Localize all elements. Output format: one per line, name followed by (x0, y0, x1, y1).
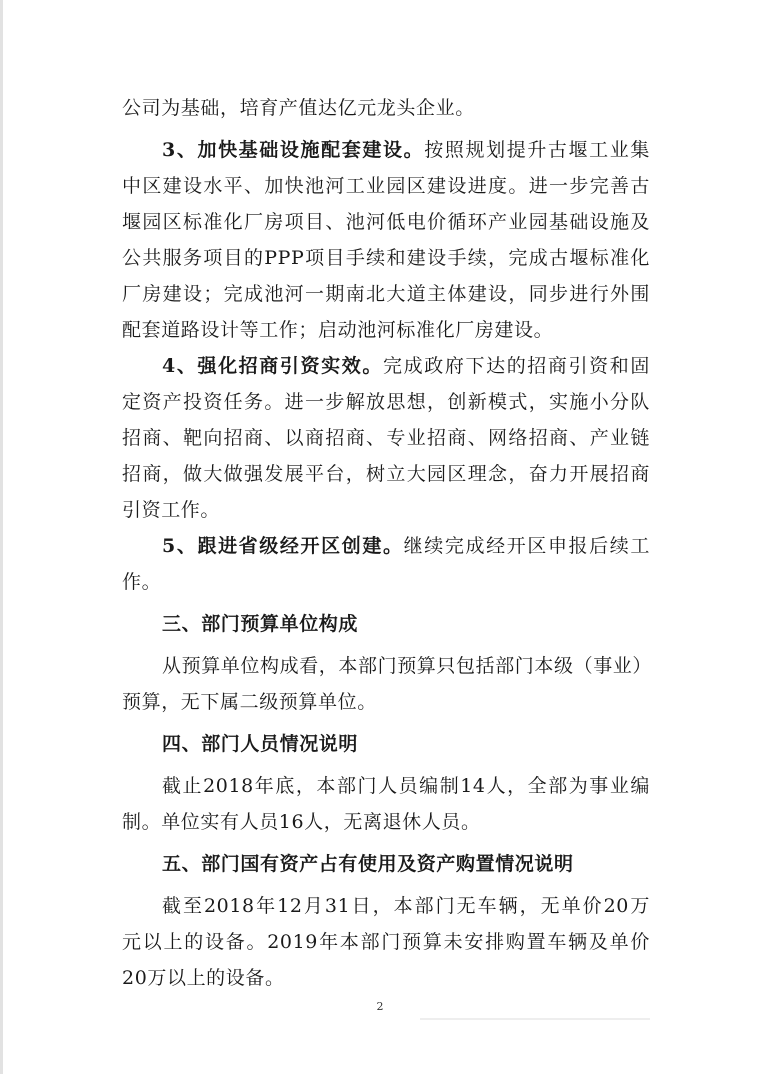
paragraph-line: 公共服务项目的PPP项目手续和建设手续，完成古堰标准化 (122, 247, 650, 269)
paragraph-line: 中区建设水平、加快池河工业园区建设进度。进一步完善古 (122, 175, 650, 197)
paragraph-line: 3、加快基础设施配套建设。按照规划提升古堰工业集 (162, 139, 650, 161)
section-heading: 三、部门预算单位构成 (162, 613, 359, 635)
item-heading: 3、加快基础设施配套建设。 (162, 139, 425, 161)
paragraph-line: 厂房建设；完成池河一期南北大道主体建设，同步进行外围 (122, 283, 650, 305)
paragraph-line: 堰园区标准化厂房项目、池河低电价循环产业园基础设施及 (122, 211, 650, 233)
paragraph-line: 配套道路设计等工作；启动池河标准化厂房建设。 (122, 319, 554, 341)
paragraph-line: 招商、靶向招商、以商招商、专业招商、网络招商、产业链 (122, 427, 650, 449)
paragraph-line: 招商，做大做强发展平台，树立大园区理念，奋力开展招商 (122, 463, 650, 485)
paragraph-line: 20万以上的设备。 (122, 967, 285, 989)
paragraph-line: 从预算单位构成看，本部门预算只包括部门本级（事业） (162, 655, 653, 677)
paragraph-line: 引资工作。 (122, 499, 221, 521)
paragraph-line: 5、跟进省级经开区创建。继续完成经开区申报后续工 (162, 535, 651, 557)
paragraph-line: 定资产投资任务。进一步解放思想，创新模式，实施小分队 (122, 391, 650, 413)
section-heading: 四、部门人员情况说明 (162, 733, 359, 755)
item-heading: 5、跟进省级经开区创建。 (162, 535, 404, 557)
paragraph-line: 制。单位实有人员16人，无离退休人员。 (122, 811, 481, 833)
scan-edge (0, 0, 3, 1074)
paragraph-line: 预算，无下属二级预算单位。 (122, 691, 377, 713)
paragraph-line: 元以上的设备。2019年本部门预算未安排购置车辆及单价 (122, 931, 650, 953)
page-number: 2 (376, 1000, 384, 1013)
paragraph-line: 作。 (122, 571, 162, 593)
section-heading: 五、部门国有资产占有使用及资产购置情况说明 (162, 853, 574, 875)
paragraph-line: 公司为基础，培育产值达亿元龙头企业。 (122, 97, 475, 119)
paragraph-line: 截至2018年12月31日，本部门无车辆，无单价20万 (162, 895, 650, 917)
scan-artifact (420, 1018, 650, 1020)
paragraph-line: 截止2018年底，本部门人员编制14人，全部为事业编 (162, 775, 650, 797)
paragraph-line: 4、强化招商引资实效。完成政府下达的招商引资和固 (162, 355, 650, 377)
item-heading: 4、强化招商引资实效。 (162, 355, 383, 377)
